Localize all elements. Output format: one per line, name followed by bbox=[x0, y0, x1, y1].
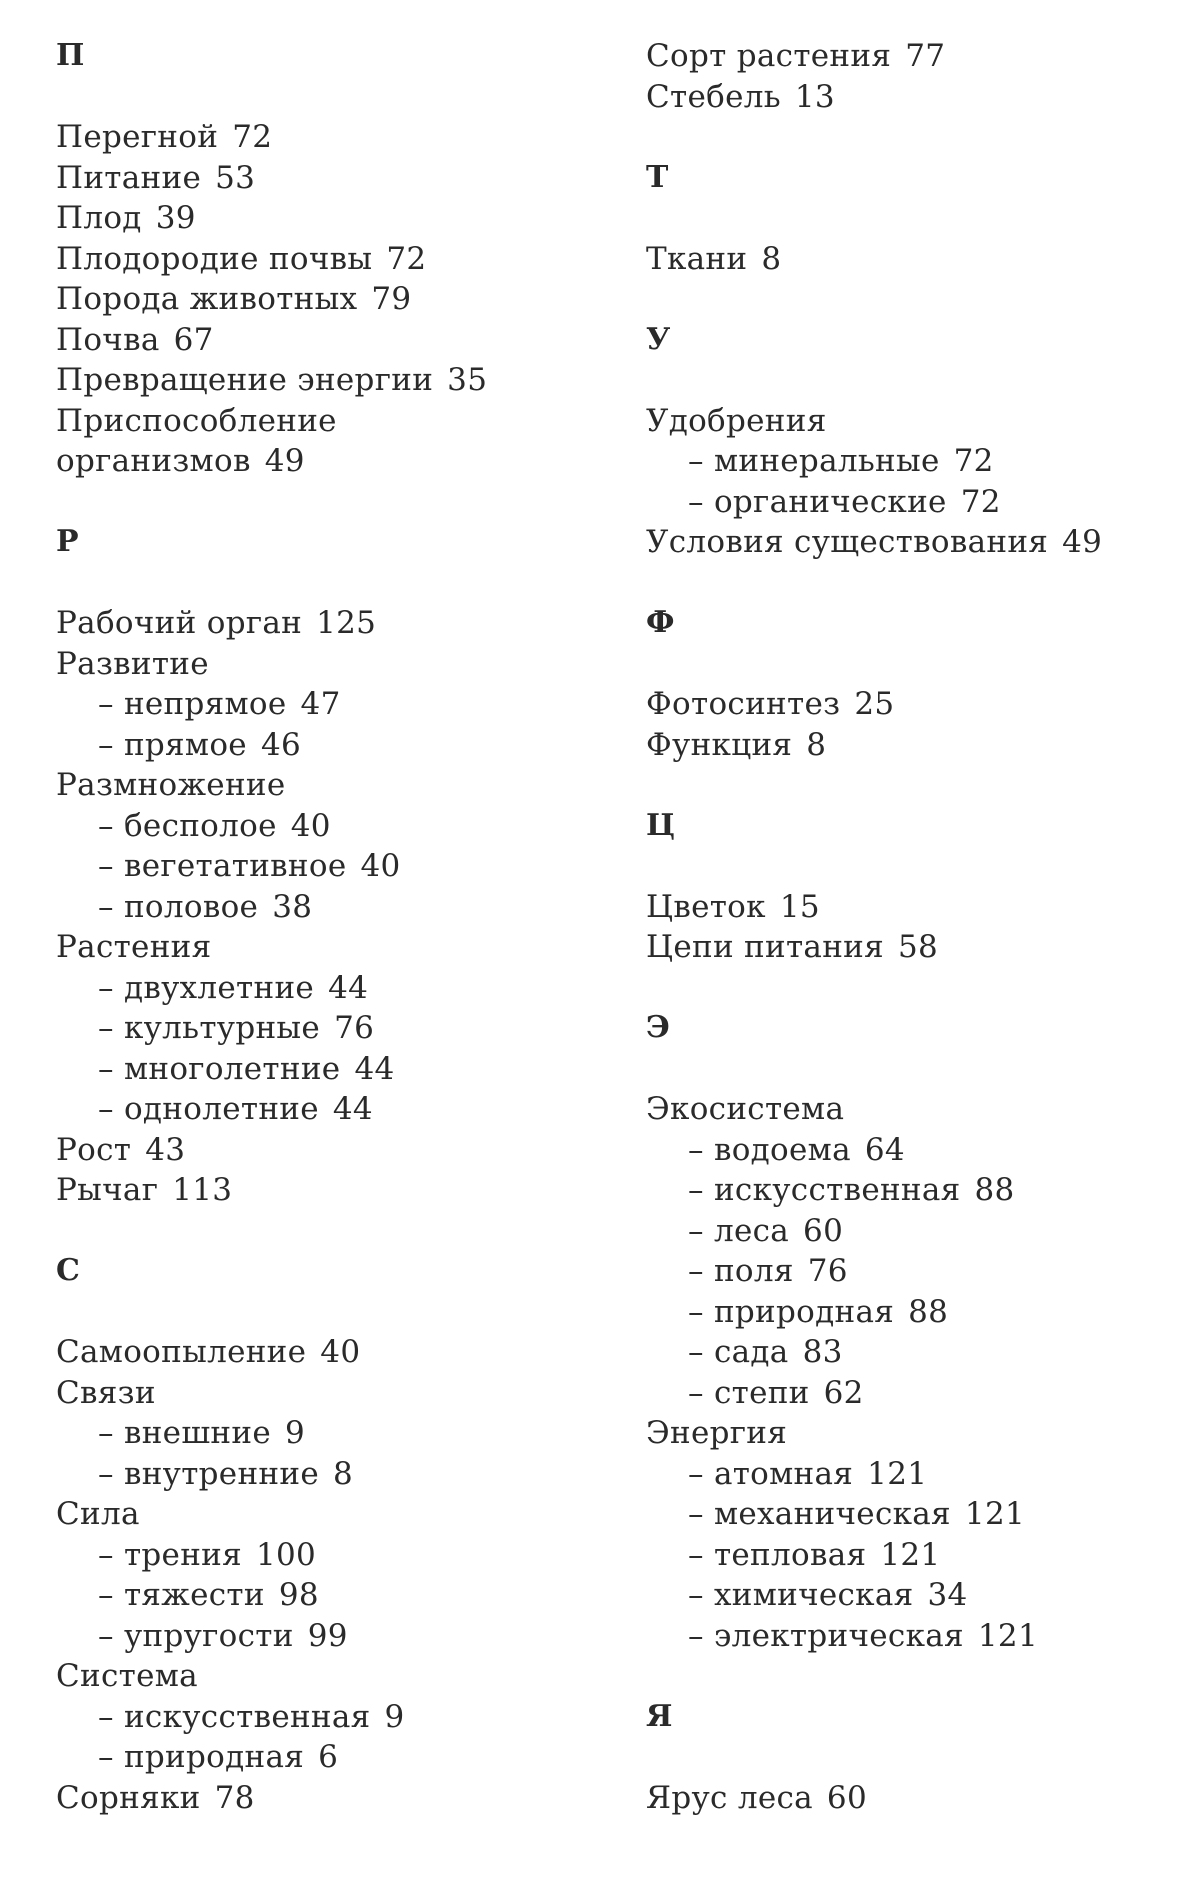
index-entry bbox=[56, 1494, 487, 1535]
index-entry bbox=[56, 239, 487, 280]
spacer bbox=[646, 198, 1102, 239]
index-term: – многолетние bbox=[98, 1050, 341, 1087]
index-entry bbox=[56, 117, 487, 158]
index-subentry bbox=[56, 846, 487, 887]
index-page-number: 44 bbox=[354, 1050, 395, 1087]
index-subentry bbox=[646, 1332, 1102, 1373]
index-page-number: 100 bbox=[255, 1536, 317, 1573]
index-page-number: 88 bbox=[908, 1293, 949, 1330]
index-subentry bbox=[56, 1049, 487, 1090]
spacer bbox=[56, 563, 487, 604]
index-subentry bbox=[646, 1170, 1102, 1211]
index-page-number: 121 bbox=[867, 1455, 928, 1492]
index-term: Рычаг bbox=[56, 1172, 159, 1208]
index-term: – минеральные bbox=[688, 443, 940, 479]
index-term: Система bbox=[56, 1658, 198, 1694]
index-term: Превращение энергии bbox=[56, 362, 434, 398]
index-term: Энергия bbox=[646, 1415, 788, 1451]
spacer bbox=[646, 1656, 1102, 1697]
index-page-number: 78 bbox=[214, 1779, 255, 1816]
index-term: – бесполое bbox=[98, 807, 277, 844]
spacer bbox=[646, 563, 1102, 604]
index-entry bbox=[56, 927, 487, 968]
index-term: Самоопыление bbox=[56, 1334, 307, 1370]
index-term: – вегетативное bbox=[98, 848, 347, 884]
spacer bbox=[646, 846, 1102, 887]
index-page-number: 60 bbox=[803, 1212, 844, 1249]
index-letter-heading: Р bbox=[56, 524, 79, 559]
index-term: Фотосинтез bbox=[646, 686, 841, 722]
index-term: Размножение bbox=[56, 767, 286, 803]
index-term: – трения bbox=[98, 1536, 242, 1573]
index-entry bbox=[646, 401, 1102, 442]
index-page-number: 46 bbox=[260, 726, 301, 763]
index-page-number: 98 bbox=[278, 1577, 319, 1613]
index-page-number: 60 bbox=[826, 1779, 867, 1816]
index-entry bbox=[56, 1778, 487, 1819]
index-subentry bbox=[56, 1575, 487, 1616]
index-page-number: 113 bbox=[172, 1172, 233, 1208]
index-subentry bbox=[56, 806, 487, 847]
index-entry bbox=[56, 441, 487, 482]
index-entry bbox=[56, 765, 487, 806]
index-subentry bbox=[646, 441, 1102, 482]
index-term: Ярус леса bbox=[646, 1779, 813, 1816]
index-subentry bbox=[646, 1494, 1102, 1535]
index-page-number: 43 bbox=[145, 1131, 186, 1168]
index-term: Рост bbox=[56, 1131, 132, 1168]
index-term: – природная bbox=[98, 1739, 305, 1775]
index-entry bbox=[56, 198, 487, 239]
index-page-number: 72 bbox=[953, 443, 994, 479]
index-term: – двухлетние bbox=[98, 969, 315, 1006]
index-page-number: 64 bbox=[864, 1131, 905, 1168]
spacer bbox=[56, 482, 487, 523]
index-letter-heading: У bbox=[646, 321, 671, 357]
index-page-number: 76 bbox=[807, 1253, 848, 1289]
index-page-number: 38 bbox=[272, 888, 313, 925]
index-term: – прямое bbox=[98, 726, 247, 763]
index-term: Растения bbox=[56, 929, 212, 965]
index-page-number: 72 bbox=[232, 119, 273, 155]
index-page-number: 49 bbox=[1062, 524, 1103, 560]
index-page-number: 99 bbox=[307, 1617, 348, 1654]
index-subentry bbox=[646, 1211, 1102, 1252]
index-page-number: 34 bbox=[927, 1577, 968, 1613]
index-entry bbox=[56, 279, 487, 320]
index-letter-heading: Э bbox=[646, 1010, 671, 1045]
index-entry bbox=[56, 158, 487, 199]
index-term: организмов bbox=[56, 443, 251, 479]
index-page-number: 44 bbox=[332, 1091, 373, 1127]
index-entry bbox=[646, 887, 1102, 928]
index-term: Ткани bbox=[646, 240, 748, 277]
index-term: – культурные bbox=[98, 1010, 321, 1046]
index-term: – половое bbox=[98, 888, 259, 925]
index-subentry bbox=[646, 1616, 1102, 1657]
index-page-number: 121 bbox=[880, 1536, 941, 1573]
index-subentry bbox=[56, 1616, 487, 1657]
index-page-number: 76 bbox=[334, 1010, 375, 1046]
index-page-number: 83 bbox=[802, 1334, 843, 1370]
index-entry bbox=[646, 1413, 1102, 1454]
spacer bbox=[56, 1211, 487, 1252]
index-entry bbox=[646, 239, 1102, 280]
index-term: Условия существования bbox=[646, 524, 1049, 560]
index-term: – внешние bbox=[98, 1415, 272, 1451]
spacer bbox=[646, 644, 1102, 685]
index-entry bbox=[646, 684, 1102, 725]
index-entry bbox=[646, 725, 1102, 766]
index-term: – степи bbox=[688, 1374, 810, 1411]
index-entry bbox=[56, 644, 487, 685]
index-entry bbox=[56, 1373, 487, 1414]
index-subentry bbox=[56, 887, 487, 928]
spacer bbox=[646, 360, 1102, 401]
index-page-number: 44 bbox=[328, 969, 369, 1006]
index-term: – водоема bbox=[688, 1131, 851, 1168]
index-page-number: 39 bbox=[155, 200, 196, 236]
spacer bbox=[56, 77, 487, 118]
index-page-number: 62 bbox=[823, 1374, 864, 1411]
spacer bbox=[646, 117, 1102, 158]
index-subentry bbox=[56, 1737, 487, 1778]
index-page-number: 6 bbox=[318, 1739, 339, 1775]
index-term: Питание bbox=[56, 159, 202, 196]
index-subentry bbox=[646, 1292, 1102, 1333]
index-entry bbox=[646, 522, 1102, 563]
index-subentry bbox=[56, 1008, 487, 1049]
index-subentry bbox=[56, 725, 487, 766]
index-subentry bbox=[646, 1575, 1102, 1616]
index-subentry bbox=[646, 1251, 1102, 1292]
index-term: Сорняки bbox=[56, 1779, 201, 1816]
index-page-number: 49 bbox=[264, 443, 305, 479]
index-page-number: 121 bbox=[977, 1617, 1038, 1654]
index-page-number: 15 bbox=[779, 888, 820, 925]
index-subentry bbox=[646, 1130, 1102, 1171]
index-term: Стебель bbox=[646, 78, 781, 115]
index-page-number: 8 bbox=[806, 726, 827, 763]
index-term: – искусственная bbox=[98, 1698, 371, 1735]
index-term: Приспособление bbox=[56, 402, 337, 439]
index-page-number: 77 bbox=[905, 38, 946, 74]
index-entry bbox=[646, 36, 1102, 77]
index-page-number: 40 bbox=[360, 848, 401, 884]
index-page-number: 79 bbox=[371, 281, 412, 317]
index-term: – поля bbox=[688, 1253, 794, 1289]
index-entry bbox=[646, 1089, 1102, 1130]
index-subentry bbox=[646, 482, 1102, 523]
index-column-left bbox=[56, 36, 487, 1818]
index-term: – тепловая bbox=[688, 1536, 867, 1573]
spacer bbox=[56, 1292, 487, 1333]
index-letter-heading: П bbox=[56, 38, 85, 73]
index-term: Цепи питания bbox=[646, 929, 884, 965]
index-subentry bbox=[56, 1454, 487, 1495]
index-subentry bbox=[56, 968, 487, 1009]
index-page-number: 9 bbox=[384, 1698, 405, 1735]
index-page-number: 53 bbox=[215, 159, 256, 196]
index-column-right bbox=[646, 36, 1102, 1818]
index-page-number: 88 bbox=[974, 1172, 1015, 1208]
index-letter-heading: Я bbox=[646, 1698, 673, 1734]
index-page-number: 125 bbox=[316, 605, 377, 641]
index-page-number: 58 bbox=[898, 929, 939, 965]
index-term: Плодородие почвы bbox=[56, 240, 373, 277]
index-letter-heading: С bbox=[56, 1253, 81, 1288]
index-page-number: 8 bbox=[332, 1455, 354, 1492]
index-term: Связи bbox=[56, 1374, 156, 1411]
spacer bbox=[646, 279, 1102, 320]
index-letter-heading: Ф bbox=[646, 605, 675, 640]
index-term: – искусственная bbox=[688, 1172, 961, 1208]
index-term: Перегной bbox=[56, 119, 219, 155]
index-term: Почва bbox=[56, 321, 160, 358]
index-term: Развитие bbox=[56, 645, 209, 682]
index-letter-heading: Т bbox=[646, 159, 669, 195]
index-entry bbox=[646, 927, 1102, 968]
index-entry bbox=[56, 603, 487, 644]
index-letter-heading: Ц bbox=[646, 807, 676, 843]
index-term: Плод bbox=[56, 200, 142, 236]
index-term: Экосистема bbox=[646, 1091, 845, 1127]
index-entry bbox=[646, 77, 1102, 118]
index-term: – органические bbox=[688, 483, 947, 520]
index-entry bbox=[56, 1656, 487, 1697]
index-page-number: 40 bbox=[290, 807, 331, 844]
index-term: Функция bbox=[646, 726, 793, 763]
index-term: – атомная bbox=[688, 1455, 854, 1492]
index-page-number: 40 bbox=[320, 1334, 361, 1370]
index-term: – электрическая bbox=[688, 1617, 964, 1654]
index-page-number: 8 bbox=[761, 240, 782, 277]
index-term: – непрямое bbox=[98, 686, 287, 722]
index-subentry bbox=[56, 684, 487, 725]
index-page-number: 72 bbox=[386, 240, 427, 277]
index-entry bbox=[56, 1170, 487, 1211]
index-term: – сада bbox=[688, 1334, 789, 1370]
index-subentry bbox=[646, 1454, 1102, 1495]
index-page-number: 121 bbox=[964, 1496, 1025, 1532]
index-entry bbox=[56, 401, 487, 442]
index-term: – механическая bbox=[688, 1496, 951, 1532]
index-term: – природная bbox=[688, 1293, 895, 1330]
index-page-number: 67 bbox=[173, 321, 214, 358]
index-page-number: 9 bbox=[285, 1415, 306, 1451]
index-subentry bbox=[56, 1535, 487, 1576]
index-term: – тяжести bbox=[98, 1577, 265, 1613]
index-subentry bbox=[56, 1413, 487, 1454]
spacer bbox=[646, 1737, 1102, 1778]
index-term: – однолетние bbox=[98, 1091, 319, 1127]
index-entry bbox=[56, 320, 487, 361]
index-subentry bbox=[56, 1697, 487, 1738]
index-term: – химическая bbox=[688, 1577, 914, 1613]
index-page-number: 25 bbox=[854, 686, 895, 722]
spacer bbox=[646, 968, 1102, 1009]
index-subentry bbox=[646, 1535, 1102, 1576]
index-page-number: 72 bbox=[960, 483, 1001, 520]
index-entry bbox=[56, 1130, 487, 1171]
index-term: – упругости bbox=[98, 1617, 294, 1654]
index-term: Рабочий орган bbox=[56, 605, 303, 641]
index-term: – леса bbox=[688, 1212, 790, 1249]
index-term: – внутренние bbox=[98, 1455, 319, 1492]
index-subentry bbox=[56, 1089, 487, 1130]
index-subentry bbox=[646, 1373, 1102, 1414]
index-page-number: 35 bbox=[447, 362, 488, 398]
index-entry bbox=[56, 360, 487, 401]
spacer bbox=[646, 1049, 1102, 1090]
index-entry bbox=[646, 1778, 1102, 1819]
index-page-number: 13 bbox=[794, 78, 835, 115]
index-term: Порода животных bbox=[56, 281, 358, 317]
index-term: Удобрения bbox=[646, 402, 827, 439]
index-term: Сила bbox=[56, 1496, 140, 1532]
spacer bbox=[646, 765, 1102, 806]
index-page-number: 47 bbox=[300, 686, 341, 722]
index-term: Сорт растения bbox=[646, 38, 892, 74]
index-term: Цветок bbox=[646, 888, 766, 925]
index-entry bbox=[56, 1332, 487, 1373]
